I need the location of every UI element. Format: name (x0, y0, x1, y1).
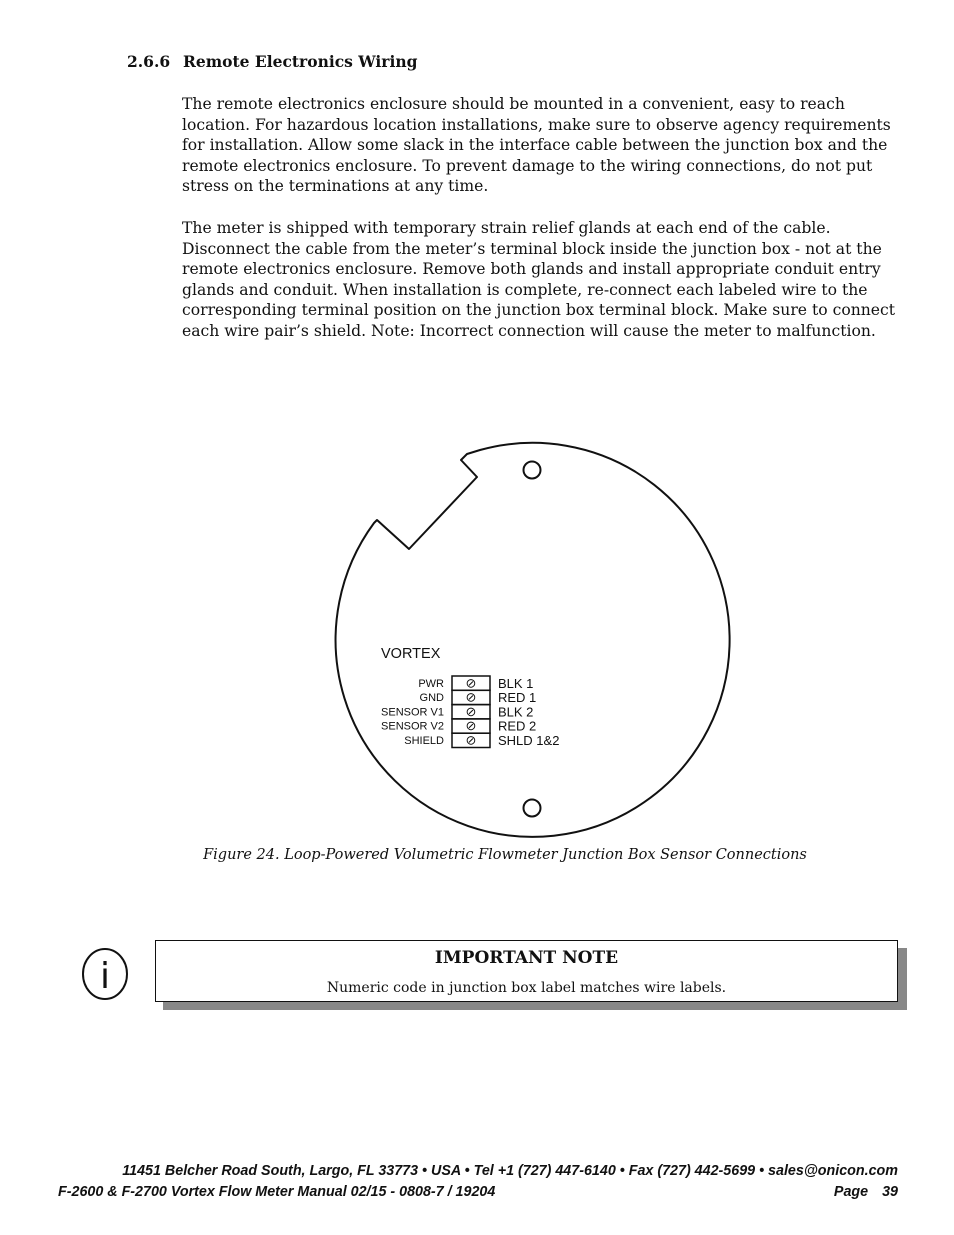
important-note-box (155, 940, 898, 1002)
terminal-block (381, 675, 559, 748)
section-heading (127, 52, 417, 71)
page-indicator (834, 1184, 898, 1200)
terminal-label: GND (419, 692, 444, 705)
junction-box-diagram (0, 440, 954, 840)
terminal-screw-icon: ⊘ (465, 718, 477, 734)
wire-label: BLK 1 (498, 675, 534, 691)
info-icon (80, 946, 130, 1002)
paragraph-enclosure-mounting: The remote electronics enclosure should be mounted in a convenient, easy to reach location. For hazardous location installations, make sure to observe agency requirements for installation. Allow some slack in the interface cable between the junction box and the remote electronics enclosure. To prevent damage to the wiring connections, do not put stress on the terminations at any time. (182, 95, 891, 196)
note-title: IMPORTANT NOTE (434, 948, 619, 968)
terminal-screw-icon: ⊘ (465, 703, 477, 719)
junction-box-outline (336, 443, 730, 837)
vortex-label: VORTEX (381, 646, 441, 662)
wire-label: RED 1 (498, 690, 537, 706)
wire-label: SHLD 1&2 (498, 733, 560, 748)
wire-label: BLK 2 (498, 704, 534, 720)
info-icon-glyph: i (99, 956, 111, 997)
terminal-screw-icon: ⊘ (465, 732, 477, 748)
mounting-hole-bottom (524, 800, 541, 817)
section-number: 2.6.6 (127, 52, 171, 71)
section-title: Remote Electronics Wiring (183, 52, 418, 71)
figure-caption: Figure 24. Loop-Powered Volumetric Flowmeter Junction Box Sensor Connections (203, 847, 807, 863)
footer-manual-title: F-2600 & F-2700 Vortex Flow Meter Manual 02/15 - 0808-7 / 19204 (58, 1184, 496, 1200)
footer-manual-line (58, 1184, 898, 1200)
wire-label: RED 2 (498, 718, 537, 734)
terminal-label: SHIELD (404, 735, 444, 747)
terminal-screw-icon: ⊘ (465, 689, 477, 705)
footer-contact: 11451 Belcher Road South, Largo, FL 33773 • USA • Tel +1 (727) 447-6140 • Fax (727) 442-5699 • sales@onicon.com (122, 1163, 898, 1179)
terminal-screw-icon: ⊘ (465, 675, 477, 691)
terminal-label: SENSOR V1 (381, 706, 444, 719)
terminal-label: PWR (418, 677, 444, 690)
page-number: 39 (882, 1184, 898, 1200)
note-text: Numeric code in junction box label matches wire labels. (326, 980, 727, 996)
mounting-hole-top (524, 462, 541, 479)
paragraph-cable-glands: The meter is shipped with temporary strain relief glands at each end of the cable. Disconnect the cable from the meter’s terminal block inside the junction box - not at the remote electronics enclosure. Remove both glands and install appropriate conduit entry glands and conduit. When installation is complete, re-connect each labeled wire to the corresponding terminal position on the junction box terminal block. Make sure to connect each wire pair’s shield. Note: Incorrect connection will cause the meter to malfunction. (182, 219, 896, 340)
page-label: Page (833, 1184, 869, 1200)
terminal-label: SENSOR V2 (381, 720, 444, 733)
